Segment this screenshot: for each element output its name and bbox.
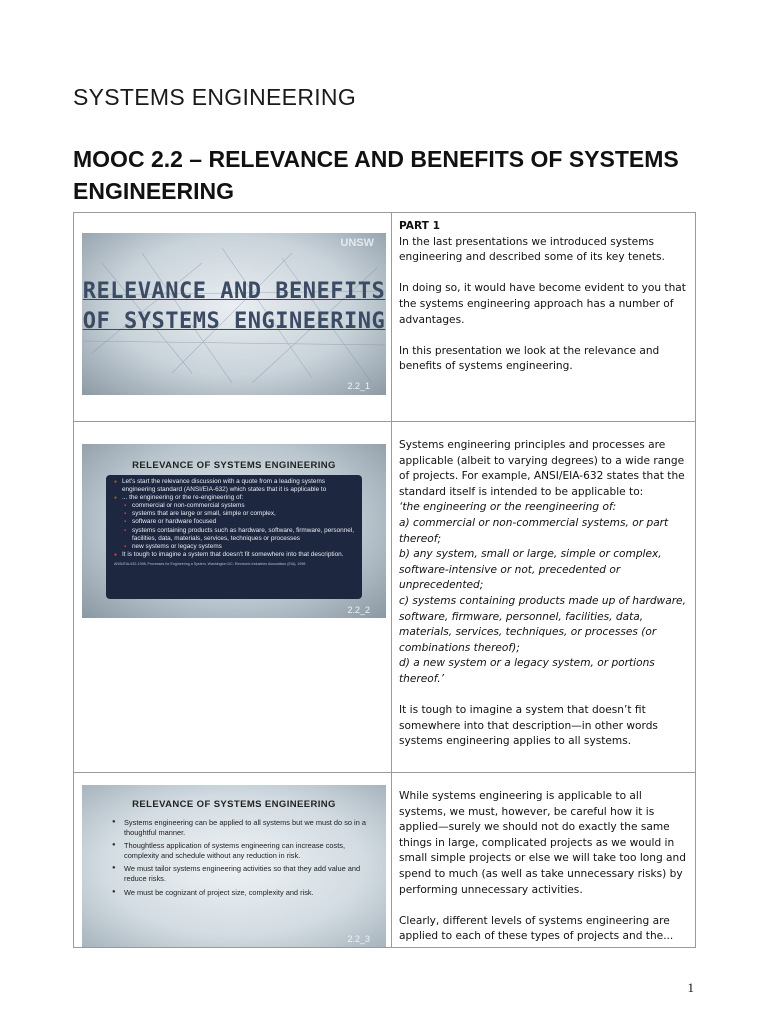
- notes-paragraph: In doing so, it would have become evident to you that the systems engineering approach has a number of advantages.: [399, 282, 686, 326]
- slide-bullet: ● It is tough to imagine a system that doesn't fit somewhere into that description.: [114, 551, 354, 559]
- table-row: [74, 213, 695, 422]
- speaker-notes-3: [399, 789, 691, 945]
- quote-text: a) commercial or non-commercial systems, or part thereof;: [399, 516, 669, 545]
- slide-bullet: ● ... the engineering or the re-engineering of:: [114, 494, 354, 502]
- quote-text: d) a new system or a legacy system, or portions thereof.’: [399, 657, 655, 685]
- slide-sub-bullet: ▪ new systems or legacy systems: [114, 543, 354, 551]
- quote-text: ‘the engineering or the reengineering of:: [399, 501, 617, 514]
- document-title: MOOC 2.2 – RELEVANCE AND BENEFITS OF SYSTEMS ENGINEERING: [73, 146, 679, 204]
- slide-number: 2.2_3: [347, 934, 370, 944]
- slide-content-panel: [106, 475, 362, 599]
- quote-line: [399, 547, 691, 594]
- slide-bullet: ● We must tailor systems engineering activities so that they add value and reduce risks.: [112, 864, 368, 883]
- speaker-notes-1: [399, 219, 691, 391]
- slide-bullet-list: [112, 818, 368, 901]
- notes-paragraph: In this presentation we look at the relevance and benefits of systems engineering.: [399, 344, 660, 373]
- university-logo-text: UNSW: [340, 237, 374, 249]
- slide-sub-bullet: ▪ software or hardware focused: [114, 518, 354, 526]
- slide-bullet: ● Systems engineering can be applied to all systems but we must do so in a thoughtful manner.: [112, 818, 368, 837]
- quote-line: [399, 500, 691, 516]
- quote-text: b) any system, small or large, simple or complex, software-intensive or not, precedented or unprecedented;: [399, 548, 662, 592]
- slide-number: 2.2_2: [347, 605, 370, 615]
- slide-bullet: ● Thoughtless application of systems engineering can increase costs, complexity and schedule without any reduction in risk.: [112, 841, 368, 860]
- slide-title: RELEVANCE OF SYSTEMS ENGINEERING: [132, 799, 336, 810]
- slide-thumbnail-3: [82, 785, 386, 947]
- quote-line: [399, 516, 691, 547]
- slide-bullet: ● Let's start the relevance discussion with a quote from a leading systems engineering standard (ANSI/EIA-632) which states that it is applicable to: [114, 478, 354, 494]
- slide-title-line-2: OF SYSTEMS ENGINEERING: [82, 309, 386, 334]
- quote-text: c) systems containing products made up of hardware, software, firmware, personnel, facilities, data, materials, services, techniques, or processes (or combinations thereof);: [399, 594, 686, 654]
- slide-title-line-1: RELEVANCE AND BENEFITS: [82, 279, 386, 304]
- slide-thumbnail-1: [82, 233, 386, 395]
- column-divider: [391, 422, 392, 772]
- notes-paragraph: Systems engineering principles and processes are applicable (albeit to varying degrees) to a wide range of projects. For example, ANSI/EIA-632 states that the standard itself is intended to be applicable to:: [399, 439, 685, 498]
- notes-paragraph: While systems engineering is applicable to all systems, we must, however, be careful how it is applied—surely we should not do exactly the same things in large, complicated projects as we would in small simple projects or else we will take too long and spend to much (as well as take unnecessary risks) by performing unnecessary activities.: [399, 790, 686, 896]
- page-number: 1: [687, 980, 694, 995]
- table-row: [74, 422, 695, 773]
- table-row: [74, 773, 695, 947]
- part-heading: PART 1: [399, 220, 440, 232]
- column-divider: [391, 773, 392, 947]
- slide-title: RELEVANCE OF SYSTEMS ENGINEERING: [132, 460, 336, 471]
- slide-thumbnail-2: [82, 444, 386, 618]
- quote-line: [399, 594, 691, 656]
- course-title: SYSTEMS ENGINEERING: [73, 84, 357, 110]
- slide-sub-bullet: ▪ systems containing products such as hardware, software, firmware, personnel, facilities, data, materials, services, techniques or processes: [114, 527, 354, 543]
- slide-number: 2.2_1: [347, 381, 370, 391]
- slide-bullet: ● We must be cognizant of project size, complexity and risk.: [112, 888, 368, 898]
- speaker-notes-2: [399, 438, 691, 765]
- slide-sub-bullet: ▪ commercial or non-commercial systems: [114, 502, 354, 510]
- notes-paragraph: Clearly, different levels of systems engineering are applied to each of these types of projects and the...: [399, 914, 674, 943]
- column-divider: [391, 213, 392, 421]
- notes-paragraph: It is tough to imagine a system that doesn’t fit somewhere into that description—in other words systems engineering applies to all systems.: [399, 704, 658, 748]
- notes-paragraph: In the last presentations we introduced systems engineering and described some of its key tenets.: [399, 235, 665, 264]
- slide-sub-bullet: ▪ systems that are large or small, simple or complex,: [114, 510, 354, 518]
- slide-footnote: ANSI/EIA-632-1998, Processes for Engineering a System, Washington DC: Electronic Industries Association (EIA), 1998: [114, 561, 306, 566]
- slides-notes-table: [73, 212, 696, 948]
- quote-line: [399, 656, 691, 687]
